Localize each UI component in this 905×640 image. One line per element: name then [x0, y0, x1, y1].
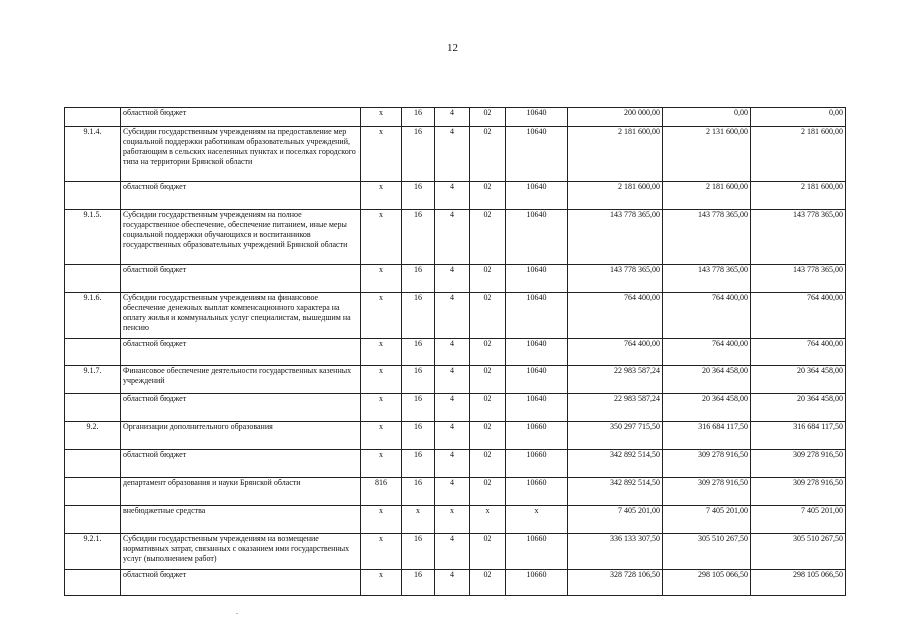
cell-target-code: 10660: [506, 422, 568, 450]
cell-section: 16: [402, 394, 435, 422]
cell-target-code: 10660: [506, 570, 568, 596]
cell-subsection-a: 4: [435, 366, 470, 394]
cell-amount-2: 20 364 458,00: [663, 394, 751, 422]
cell-subsection-a: 4: [435, 108, 470, 127]
table-row: [65, 570, 846, 596]
cell-amount-1: 143 778 365,00: [568, 265, 663, 293]
cell-amount-3: 2 181 600,00: [751, 127, 846, 182]
cell-subsection-a: 4: [435, 570, 470, 596]
cell-subsection-a: 4: [435, 265, 470, 293]
row-code: 9.2.: [65, 422, 121, 450]
cell-target-code: 10640: [506, 182, 568, 210]
cell-amount-2: 2 181 600,00: [663, 182, 751, 210]
cell-amount-3: 2 181 600,00: [751, 182, 846, 210]
row-name: Организации дополнительного образования: [121, 422, 361, 450]
table-row: [65, 182, 846, 210]
cell-amount-3: 305 510 267,50: [751, 534, 846, 570]
cell-amount-2: 20 364 458,00: [663, 366, 751, 394]
row-code: [65, 339, 121, 366]
cell-target-code: 10640: [506, 108, 568, 127]
cell-subsection-b: 02: [470, 366, 506, 394]
row-code: [65, 506, 121, 534]
cell-amount-3: 309 278 916,50: [751, 450, 846, 478]
table-row: [65, 265, 846, 293]
cell-subsection-a: 4: [435, 339, 470, 366]
row-name: областной бюджет: [121, 265, 361, 293]
cell-admin-code: x: [361, 293, 402, 339]
cell-amount-2: 0,00: [663, 108, 751, 127]
row-code: [65, 265, 121, 293]
cell-target-code: 10640: [506, 394, 568, 422]
cell-admin-code: x: [361, 366, 402, 394]
row-code: 9.2.1.: [65, 534, 121, 570]
cell-admin-code: x: [361, 265, 402, 293]
cell-admin-code: x: [361, 422, 402, 450]
cell-amount-1: 22 983 587,24: [568, 366, 663, 394]
row-code: [65, 108, 121, 127]
cell-subsection-b: 02: [470, 570, 506, 596]
row-name: областной бюджет: [121, 394, 361, 422]
cell-target-code: x: [506, 506, 568, 534]
cell-amount-2: 143 778 365,00: [663, 265, 751, 293]
row-code: 9.1.4.: [65, 127, 121, 182]
cell-subsection-a: 4: [435, 182, 470, 210]
cell-admin-code: x: [361, 570, 402, 596]
cell-amount-2: 7 405 201,00: [663, 506, 751, 534]
cell-section: 16: [402, 366, 435, 394]
cell-subsection-a: 4: [435, 127, 470, 182]
cell-amount-3: 0,00: [751, 108, 846, 127]
row-code: [65, 394, 121, 422]
cell-amount-2: 764 400,00: [663, 339, 751, 366]
table-row: [65, 534, 846, 570]
row-name: областной бюджет: [121, 108, 361, 127]
cell-target-code: 10660: [506, 450, 568, 478]
row-name: внебюджетные средства: [121, 506, 361, 534]
table-row: [65, 127, 846, 182]
cell-subsection-b: 02: [470, 182, 506, 210]
row-code: [65, 182, 121, 210]
cell-subsection-b: 02: [470, 210, 506, 265]
row-name: Субсидии государственным учреждениям на возмещение нормативных затрат, связанных с оказанием ими государственных услуг (выполнением работ): [121, 534, 361, 570]
budget-table-body: [65, 108, 846, 596]
cell-section: 16: [402, 450, 435, 478]
cell-amount-1: 342 892 514,50: [568, 478, 663, 506]
cell-admin-code: x: [361, 450, 402, 478]
cell-subsection-b: 02: [470, 422, 506, 450]
row-code: [65, 570, 121, 596]
cell-subsection-b: 02: [470, 478, 506, 506]
cell-target-code: 10640: [506, 339, 568, 366]
cell-admin-code: x: [361, 108, 402, 127]
cell-target-code: 10640: [506, 265, 568, 293]
cell-amount-3: 309 278 916,50: [751, 478, 846, 506]
table-row: [65, 422, 846, 450]
cell-amount-3: 143 778 365,00: [751, 265, 846, 293]
budget-table: [64, 107, 846, 596]
cell-subsection-a: 4: [435, 293, 470, 339]
row-name: Финансовое обеспечение деятельности государственных казенных учреждений: [121, 366, 361, 394]
page-number: 12: [447, 42, 458, 54]
cell-amount-1: 143 778 365,00: [568, 210, 663, 265]
cell-amount-2: 143 778 365,00: [663, 210, 751, 265]
cell-amount-2: 305 510 267,50: [663, 534, 751, 570]
cell-amount-1: 336 133 307,50: [568, 534, 663, 570]
scan-mark: [236, 613, 238, 614]
cell-amount-3: 143 778 365,00: [751, 210, 846, 265]
cell-amount-3: 764 400,00: [751, 339, 846, 366]
row-code: [65, 478, 121, 506]
row-name: областной бюджет: [121, 450, 361, 478]
cell-amount-3: 316 684 117,50: [751, 422, 846, 450]
cell-section: 16: [402, 534, 435, 570]
cell-section: 16: [402, 422, 435, 450]
cell-section: 16: [402, 478, 435, 506]
cell-subsection-a: 4: [435, 478, 470, 506]
cell-subsection-b: 02: [470, 108, 506, 127]
cell-amount-2: 2 131 600,00: [663, 127, 751, 182]
cell-amount-3: 764 400,00: [751, 293, 846, 339]
cell-amount-1: 2 181 600,00: [568, 127, 663, 182]
row-code: 9.1.5.: [65, 210, 121, 265]
table-row: [65, 108, 846, 127]
cell-amount-2: 764 400,00: [663, 293, 751, 339]
cell-amount-2: 316 684 117,50: [663, 422, 751, 450]
table-row: [65, 394, 846, 422]
cell-subsection-a: 4: [435, 534, 470, 570]
cell-subsection-a: 4: [435, 394, 470, 422]
cell-subsection-b: 02: [470, 450, 506, 478]
cell-admin-code: 816: [361, 478, 402, 506]
cell-admin-code: x: [361, 506, 402, 534]
cell-section: 16: [402, 210, 435, 265]
cell-admin-code: x: [361, 127, 402, 182]
cell-target-code: 10660: [506, 478, 568, 506]
cell-subsection-b: 02: [470, 394, 506, 422]
cell-subsection-b: 02: [470, 339, 506, 366]
cell-amount-3: 298 105 066,50: [751, 570, 846, 596]
cell-admin-code: x: [361, 210, 402, 265]
cell-subsection-b: 02: [470, 265, 506, 293]
cell-amount-3: 20 364 458,00: [751, 366, 846, 394]
cell-target-code: 10660: [506, 534, 568, 570]
cell-section: 16: [402, 127, 435, 182]
cell-amount-1: 200 000,00: [568, 108, 663, 127]
cell-target-code: 10640: [506, 210, 568, 265]
cell-target-code: 10640: [506, 366, 568, 394]
cell-section: 16: [402, 265, 435, 293]
cell-amount-2: 309 278 916,50: [663, 450, 751, 478]
cell-subsection-b: 02: [470, 293, 506, 339]
cell-subsection-b: x: [470, 506, 506, 534]
cell-subsection-b: 02: [470, 127, 506, 182]
row-name: Субсидии государственным учреждениям на предоставление мер социальной поддержки работникам образовательных учреждений, работающим в сельских населенных пунктах и поселках городского типа на территории Брянской области: [121, 127, 361, 182]
cell-amount-2: 298 105 066,50: [663, 570, 751, 596]
cell-section: x: [402, 506, 435, 534]
cell-amount-1: 328 728 106,50: [568, 570, 663, 596]
table-row: [65, 506, 846, 534]
row-name: Субсидии государственным учреждениям на полное государственное обеспечение, обеспечение питанием, иные меры социальной поддержки обучающихся и воспитанников государственных образовательных учреждений Брянской области: [121, 210, 361, 265]
cell-admin-code: x: [361, 394, 402, 422]
cell-admin-code: x: [361, 182, 402, 210]
cell-amount-3: 20 364 458,00: [751, 394, 846, 422]
cell-section: 16: [402, 570, 435, 596]
cell-amount-1: 2 181 600,00: [568, 182, 663, 210]
row-name: Субсидии государственным учреждениям на финансовое обеспечение денежных выплат компенсационного характера на оплату жилья и коммунальных услуг специалистам, вышедшим на пенсию: [121, 293, 361, 339]
cell-subsection-a: 4: [435, 450, 470, 478]
cell-amount-1: 7 405 201,00: [568, 506, 663, 534]
table-row: [65, 366, 846, 394]
cell-subsection-b: 02: [470, 534, 506, 570]
cell-target-code: 10640: [506, 127, 568, 182]
cell-admin-code: x: [361, 339, 402, 366]
row-name: областной бюджет: [121, 570, 361, 596]
cell-section: 16: [402, 182, 435, 210]
cell-amount-2: 309 278 916,50: [663, 478, 751, 506]
cell-amount-1: 764 400,00: [568, 293, 663, 339]
row-name: областной бюджет: [121, 182, 361, 210]
table-row: [65, 293, 846, 339]
cell-subsection-a: x: [435, 506, 470, 534]
cell-target-code: 10640: [506, 293, 568, 339]
row-name: областной бюджет: [121, 339, 361, 366]
cell-subsection-a: 4: [435, 422, 470, 450]
table-row: [65, 450, 846, 478]
cell-subsection-a: 4: [435, 210, 470, 265]
table-row: [65, 210, 846, 265]
table-row: [65, 478, 846, 506]
cell-admin-code: x: [361, 534, 402, 570]
cell-amount-1: 342 892 514,50: [568, 450, 663, 478]
cell-amount-1: 350 297 715,50: [568, 422, 663, 450]
cell-section: 16: [402, 293, 435, 339]
cell-amount-1: 764 400,00: [568, 339, 663, 366]
row-code: 9.1.6.: [65, 293, 121, 339]
table-row: [65, 339, 846, 366]
cell-amount-1: 22 983 587,24: [568, 394, 663, 422]
row-code: 9.1.7.: [65, 366, 121, 394]
cell-amount-3: 7 405 201,00: [751, 506, 846, 534]
row-code: [65, 450, 121, 478]
cell-section: 16: [402, 339, 435, 366]
cell-section: 16: [402, 108, 435, 127]
row-name: департамент образования и науки Брянской области: [121, 478, 361, 506]
